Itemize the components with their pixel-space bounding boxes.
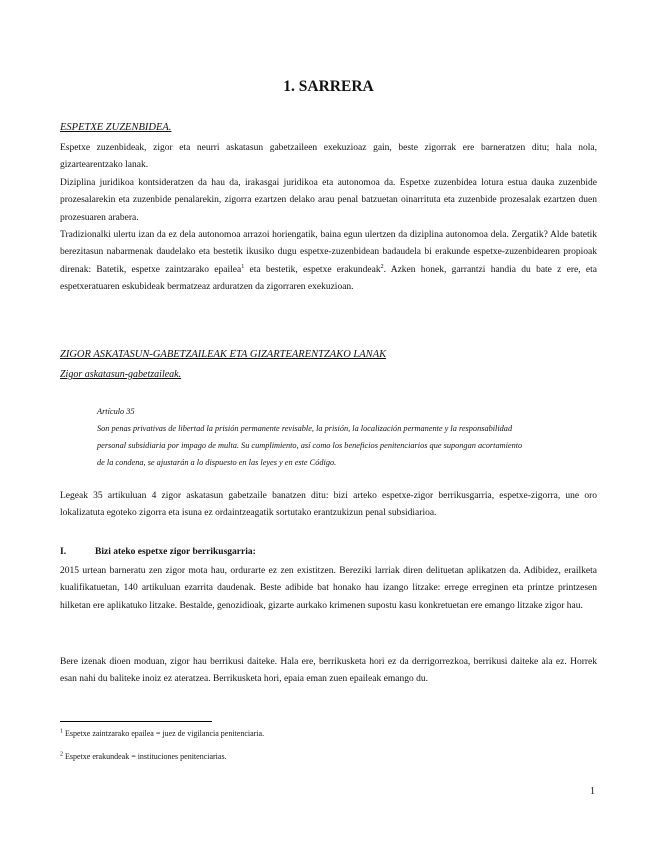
paragraph-tradizionalki-text-a: Tradizionalki ulertu izan da ez dela autonomoa arrazoi horiengatik, baina egun ulertzen da diziplina autonomoa dela. Zergatik? Alde batetik berezitasun nabarmenak daudelako eta bestetik ikusiko dugu espetxe-zuzenbidean badaudela bi erakunde espetxe-zuzenbidearen propioak direnak: Batetik, espetxe zaintzarako epailea: [60, 230, 597, 275]
footnote-2: [60, 752, 227, 761]
paragraph-tradizionalki: [60, 227, 597, 297]
paragraph-item-1: 2015 urtean barneratu zen zigor mota hau, ordurarte ez zen existitzen. Bereziki larriak diren delituetan aplikatzen da. Adibidez, erailketa kualifikatuetan, 140 artikuluan ezarrita daudenak. Beste adibide bat honako hau izango litzake: errege erreginen eta printze printzesen hilketan ere aplikatuko litzake. Bestalde, genozidioak, gizarte aurkako krimenen supostu kasu konkretuetan ere emango litzake zigor hau.: [60, 566, 597, 611]
paragraph-legeak: Legeak 35 artikuluan 4 zigor askatasun gabetzaile banatzen ditu: bizi arteko espetxe-zigor berrikusgarria, espetxe-zigorra, une oro lokalizatuta egoteko zigorra eta isuna ez ordaintzeagatik sortutako erantzukizun penal subsidiarioa.: [60, 491, 597, 519]
footnote-ref-2[interactable]: 2: [380, 263, 384, 270]
paragraph-tradizionalki-text-c: . Azken honek, garrantzi handia du bate z ere, eta espetxeratuaren eskubideak bermatzeaz arduratzen da zigorraren exekuzioan.: [60, 264, 597, 293]
footnote-ref-1[interactable]: 1: [241, 263, 245, 270]
footnote-separator: [60, 721, 212, 722]
page-number: 1: [590, 786, 595, 797]
paragraph-intro: Espetxe zuzenbideak, zigor eta neurri askatasun gabetzaileen exekuzioaz gain, beste zigorrak ere barneratzen ditu; hala nola, gizartearentzako lanak.: [60, 143, 597, 171]
footnote-2-text: Espetxe erakundeak = instituciones penitenciarias.: [63, 752, 227, 761]
footnote-1: [60, 729, 264, 738]
subsection-heading: Zigor askatasun-gabetzaileak.: [60, 369, 182, 380]
paragraph-diziplina: Diziplina juridikoa kontsideratzen da hau da, irakasgai juridikoa eta autonomoa da. Espetxe zuzenbidea lotura estua dauka zuzenbide prozesalarekin eta zuzenbide penalarekin, zigorra ezartzen delako arau penal batzuetan oinarrituta eta zuzenbide prozesalak ezartzen duen prozesuaren arabera.: [60, 178, 597, 223]
legal-quote: [97, 403, 597, 471]
list-item-number: I.: [60, 547, 67, 557]
paragraph-tradizionalki-text-b: eta bestetik, espetxe erakundeak: [244, 264, 381, 275]
paragraph-item-2: Bere izenak dioen moduan, zigor hau berrikusi daiteke. Hala ere, berrikusketa hori ez da derrigorrezkoa, berrikusi daiteke ala ez. Horrek esan nahi du baliteke inoiz ez ateratzea. Berrikusketa hori, epaia eman zuen epaileak emango du.: [60, 657, 597, 685]
section-heading-espetxe-zuzenbidea: ESPETXE ZUZENBIDEA.: [60, 122, 172, 133]
page-title: 1. SARRERA: [283, 78, 374, 95]
list-item-title: Bizi ateko espetxe zigor berrikusgarria:: [95, 547, 256, 557]
quote-line: de la condena, se ajustarán a lo dispuesto en las leyes y en este Código.: [97, 458, 337, 467]
list-item-heading: [60, 547, 256, 557]
quote-line: Son penas privativas de libertad la prisión permanente revisable, la prisión, la localización permanente y la responsabilidad: [97, 424, 513, 433]
section-heading-zigor-askatasun: ZIGOR ASKATASUN-GABETZAILEAK ETA GIZARTEARENTZAKO LANAK: [60, 349, 387, 360]
quote-line: personal subsidiaria por impago de multa. Su cumplimiento, así como los beneficios penitenciarios que supongan acortamiento: [97, 441, 523, 450]
footnote-1-text: Espetxe zaintzarako epailea = juez de vigilancia penitenciaria.: [63, 729, 265, 738]
quote-title: Artículo 35: [97, 407, 135, 416]
footnote-2-number: 2: [60, 751, 63, 758]
footnote-1-number: 1: [60, 728, 63, 735]
